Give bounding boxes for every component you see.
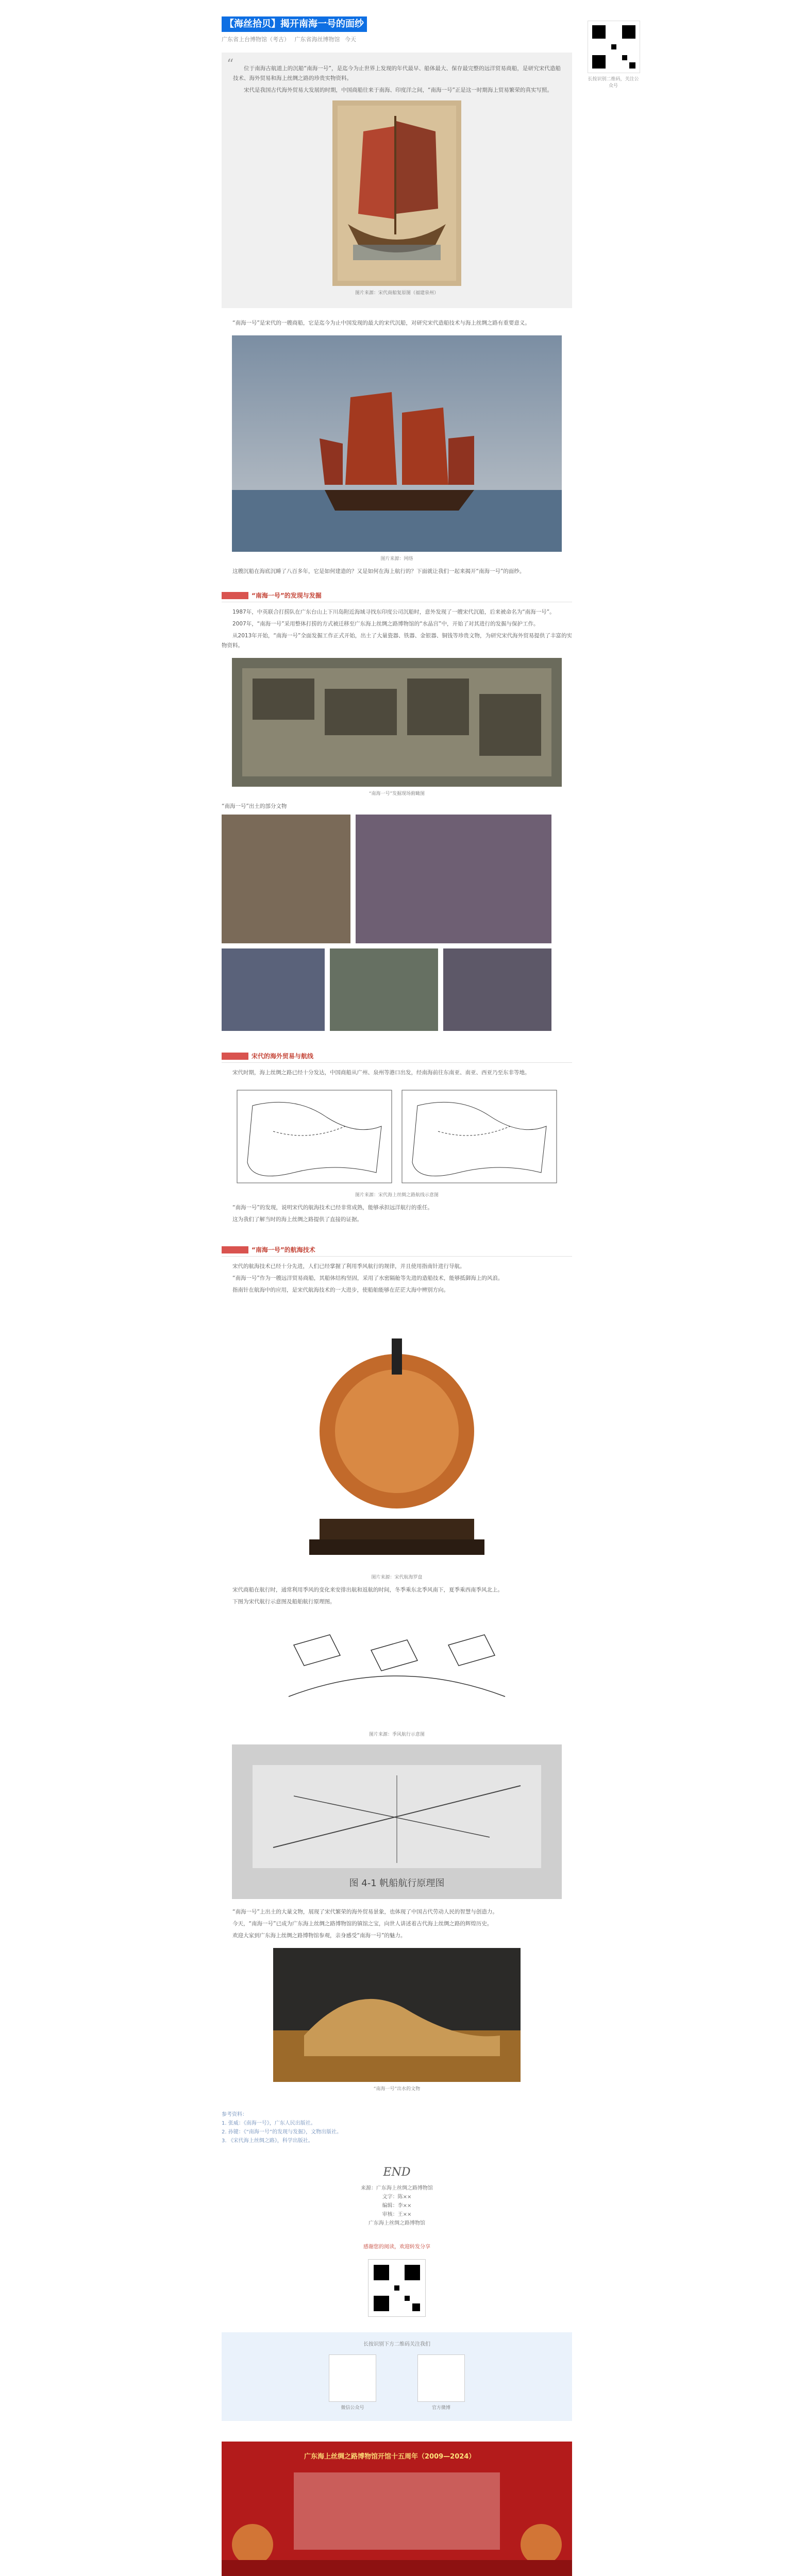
artifact-gallery <box>222 815 551 1031</box>
section-3-paragraph-2: “南海一号”作为一艘远洋贸易商船，其船体结构坚固，采用了水密隔舱等先进的造船技术，能够抵御海上的风浪。 <box>232 1275 504 1281</box>
banner-title: 广东海上丝绸之路博物馆开馆十五周年（2009—2024） <box>304 2453 476 2461</box>
section-1-paragraph-2: 2007年，“南海一号”采用整体打捞的方式被迁移至广东海上丝绸之路博物馆的“水晶宫”中，开始了对其进行的发掘与保护工作。 <box>232 621 539 627</box>
section-1-paragraph-3: 从2013年开始，“南海一号”全面发掘工作正式开始，出土了大量瓷器、铁器、金银器、铜钱等珍贵文物，为研究宋代海外贸易提供了丰富的实物资料。 <box>222 633 572 649</box>
reference-item: 参考资料： <box>222 2112 247 2117</box>
credit-line: 来源：广东海上丝绸之路博物馆 <box>361 2185 433 2191</box>
side-qr-panel <box>588 21 639 90</box>
section-2-title: 宋代的海外贸易与航线 <box>252 1053 314 1060</box>
article-title: 【海丝拾贝】揭开南海一号的面纱 <box>222 16 572 32</box>
quote-icon: “ <box>227 57 234 72</box>
section-1-heading <box>222 591 572 602</box>
source-name-2[interactable]: 广东省海丝博物馆 <box>294 36 340 43</box>
artifact-photo-5 <box>443 948 551 1031</box>
side-qr-code[interactable] <box>588 21 640 73</box>
monsoon-diagram <box>278 1614 515 1727</box>
junk-ship-photo <box>232 335 562 552</box>
section-3-heading <box>222 1245 572 1257</box>
section-2-paragraph-3: 这为我们了解当时的海上丝绸之路提供了直接的证据。 <box>232 1216 362 1223</box>
follow-us-panel <box>222 2332 572 2421</box>
section-2-paragraph-2: “南海一号”的发现，说明宋代的航海技术已经非常成熟，能够承担远洋航行的重任。 <box>232 1205 433 1211</box>
artifact-photo-1 <box>222 815 350 943</box>
section-2-heading <box>222 1052 572 1063</box>
reference-item: 2. 孙键：《“南海一号”的发现与发掘》，文物出版社。 <box>222 2129 342 2135</box>
anniversary-banner[interactable] <box>222 2442 572 2576</box>
footer-qr <box>368 2259 426 2317</box>
qr-code-icon <box>588 21 640 73</box>
route-caption: 图片来源：宋代海上丝绸之路航线示意图 <box>355 1193 439 1198</box>
transition-paragraph: 这艘沉船在海底沉睡了八百多年，它是如何建造的？又是如何在海上航行的？下面就让我们一起来揭开“南海一号”的面纱。 <box>232 568 525 574</box>
section-3-paragraph-8: 欢迎大家到广东海上丝绸之路博物馆参观，亲身感受“南海一号”的魅力。 <box>232 1933 406 1939</box>
diagram-caption: 图 4-1 帆船航行原理图 <box>349 1878 445 1889</box>
ship-caption: 图片来源：网络 <box>380 556 413 562</box>
qr-code-icon <box>368 2260 425 2316</box>
qr-code-icon <box>417 2354 465 2402</box>
credit-line: 文字：陈×× <box>382 2194 412 2200</box>
compass-photo <box>289 1302 505 1570</box>
section-bar <box>222 1246 248 1253</box>
artifact-display-photo <box>273 1948 521 2082</box>
artifact-photo-2 <box>356 815 551 943</box>
weibo-qr-label: 官方微博 <box>431 2405 450 2411</box>
article-meta <box>222 35 572 43</box>
weibo-qr[interactable] <box>417 2354 465 2411</box>
publish-date: 今天 <box>345 36 356 43</box>
section-bar <box>222 1053 248 1060</box>
side-qr-text: 长按识别二维码，关注公众号 <box>588 77 639 89</box>
intro-paragraph-2: 宋代是我国古代海外贸易大发展的时期，中国商船往来于南海、印度洋之间，“南海一号”正是这一时期海上贸易繁荣的真实写照。 <box>244 87 552 93</box>
credit-line: 审核：王×× <box>382 2212 412 2217</box>
qr-code-icon <box>329 2354 376 2402</box>
ancient-ship-painting <box>332 100 461 286</box>
section-3-paragraph-6: “南海一号”上出土的大量文物，展现了宋代繁荣的海外贸易景象，也体现了中国古代劳动人民的智慧与创造力。 <box>232 1909 498 1915</box>
ship-paragraph: “南海一号”是宋代的一艘商船，它是迄今为止中国发现的最大的宋代沉船，对研究宋代造船技术与海上丝绸之路有重要意义。 <box>232 320 530 326</box>
section-1-title: “南海一号”的发现与发掘 <box>252 592 322 599</box>
trade-route-maps <box>232 1085 562 1188</box>
section-bar <box>222 592 248 599</box>
excavation-caption: “南海一号”发掘现场俯瞰图 <box>368 791 425 796</box>
section-3-paragraph-3: 指南针在航海中的应用，是宋代航海技术的一大进步，使船舶能够在茫茫大海中辨别方向。 <box>232 1287 449 1293</box>
sailing-principle-diagram <box>232 1744 562 1899</box>
section-3-paragraph-4: 宋代商船在航行时，通常利用季风的变化来安排出航和返航的时间，冬季乘东北季风南下，夏季乘西南季风北上。 <box>232 1587 503 1593</box>
monsoon-caption: 图片来源：季风航行示意图 <box>368 1732 425 1737</box>
section-3-paragraph-7: 今天，“南海一号”已成为广东海上丝绸之路博物馆的镇馆之宝，向世人讲述着古代海上丝绸之路的辉煌历史。 <box>232 1921 493 1927</box>
section-3-paragraph-5: 下图为宋代航行示意图及船舶航行原理图。 <box>232 1599 336 1605</box>
article <box>222 0 572 2576</box>
source-name[interactable]: 广东省上台博物馆（考古） <box>222 36 290 43</box>
intro-box <box>222 53 572 308</box>
section-3-paragraph-1: 宋代的航海技术已经十分先进，人们已经掌握了利用季风航行的规律，并且使用指南针进行导航。 <box>232 1263 465 1269</box>
credits <box>222 2184 572 2228</box>
artifact-display-caption: “南海一号”出水的文物 <box>373 2087 421 2092</box>
section-2-paragraph-1: 宋代时期，海上丝绸之路已经十分发达，中国商船从广州、泉州等港口出发，经南海前往东南亚、南亚、西亚乃至东非等地。 <box>232 1070 530 1076</box>
section-3-title: “南海一号”的航海技术 <box>252 1246 315 1253</box>
end-mark: END <box>383 2166 411 2179</box>
references <box>222 2110 572 2145</box>
wechat-qr[interactable] <box>329 2354 376 2411</box>
follow-us-heading: 长按识别下方二维码关注我们 <box>363 2342 430 2347</box>
credit-line: 编辑：李×× <box>382 2203 412 2209</box>
artifact-photo-3 <box>222 948 325 1031</box>
compass-caption: 图片来源：宋代航海罗盘 <box>371 1575 423 1580</box>
excavation-site-photo <box>232 658 562 787</box>
reference-item: 1. 张威：《南海一号》，广东人民出版社。 <box>222 2121 316 2126</box>
intro-caption: 图片来源：宋代商船复原图（福建泉州） <box>355 291 439 296</box>
share-tip: 感谢您的阅读，欢迎转发分享 <box>363 2244 430 2250</box>
gallery-title: “南海一号”出土的部分文物 <box>222 803 287 809</box>
intro-paragraph-1: 位于南海古航道上的沉船“南海一号”，是迄今为止世界上发现的年代最早、船体最大、保存最完整的远洋贸易商船，是研究宋代造船技术、海外贸易和海上丝绸之路的珍贵实物资料。 <box>233 65 561 81</box>
artifact-photo-4 <box>330 948 438 1031</box>
credit-line: 广东海上丝绸之路博物馆 <box>368 2221 425 2226</box>
reference-item: 3. 《宋代海上丝绸之路》，科学出版社。 <box>222 2138 313 2144</box>
section-1-paragraph-1: 1987年，中英联合打捞队在广东台山上下川岛附近海域寻找东印度公司沉船时，意外发现了一艘宋代沉船，后来被命名为“南海一号”。 <box>232 609 555 615</box>
wechat-qr-label: 微信公众号 <box>341 2405 364 2411</box>
